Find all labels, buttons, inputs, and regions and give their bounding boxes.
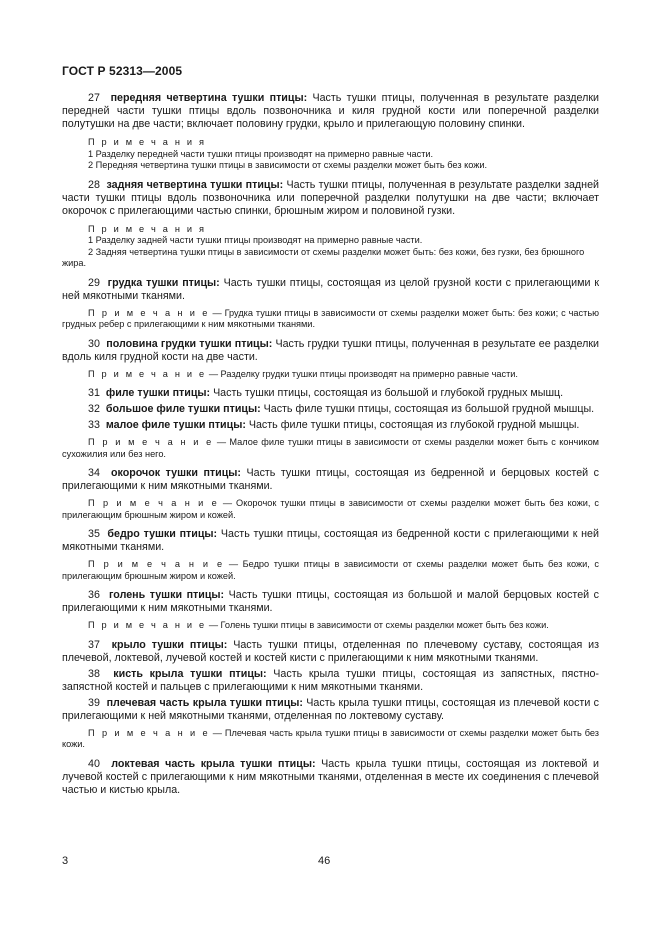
term-name: кисть крыла тушки птицы: — [113, 667, 267, 680]
note-29: П р и м е ч а н и е — Грудка тушки птицы в зависимости от схемы разделки может быть: без кожи; с частью грудных ребер с прилегающими к ним мякотными тканями. — [62, 307, 599, 329]
term-entry-27: 27 передняя четвертина тушки птицы: Часть тушки птицы, полученная в результате разделки передней части тушки птицы вдоль позвоночника и киля грудной кости или поперечной разделки полутушки на две части; включает половину грудки, крыло и прилегающую половину спинки. — [62, 92, 599, 130]
term-name: малое филе тушки птицы: — [105, 419, 246, 431]
term-name: передняя четвертина тушки птицы: — [110, 92, 308, 104]
note-30: П р и м е ч а н и е — Разделку грудки тушки птицы производят на примерно равные части. — [88, 368, 518, 379]
term-name: крыло тушки птицы: — [111, 638, 228, 651]
term-entry-34: 34 окорочок тушки птицы: Часть тушки птицы, состоящая из бедренной и берцовых костей с прилегающими к ним мякотными тканями. — [62, 467, 599, 492]
term-entry-31: 31 филе тушки птицы: Часть тушки птицы, состоящая из большой и глубокой грудных мышц. — [88, 387, 564, 399]
term-name: локтевая часть крыла тушки птицы: — [111, 757, 316, 770]
term-name: окорочок тушки птицы: — [110, 467, 241, 479]
term-name: голень тушки птицы: — [109, 589, 225, 601]
terms-content — [62, 92, 599, 800]
term-name: большое филе тушки птицы: — [105, 403, 261, 415]
note-36: П р и м е ч а н и е — Голень тушки птицы в зависимости от схемы разделки может быть без кожи. — [88, 620, 549, 630]
term-entry-33: 33 малое филе тушки птицы: Часть филе тушки птицы, состоящая из глубокой грудной мышцы. — [88, 419, 580, 431]
term-entry-32: 32 большое филе тушки птицы: Часть филе тушки птицы, состоящая из большой грудной мышцы. — [88, 403, 595, 415]
term-name: бедро тушки птицы: — [107, 528, 218, 540]
page-number-center: 46 — [318, 855, 331, 867]
standard-header: ГОСТ Р 52313—2005 — [62, 64, 183, 78]
term-entry-37: 37 крыло тушки птицы: Часть тушки птицы, отделенная по плечевому суставу, состоящая из плечевой, локтевой, лучевой костей и костей кисти с прилегающими к ним мякотными тканями. — [62, 638, 599, 664]
term-entry-36: 36 голень тушки птицы: Часть тушки птицы, состоящая из большой и малой берцовых костей с прилегающими к ним мякотными тканями. — [62, 589, 599, 614]
term-name: половина грудки тушки птицы: — [106, 337, 273, 350]
term-entry-39: 39 плечевая часть крыла тушки птицы: Часть крыла тушки птицы, состоящая из плечевой кости с прилегающими к ней мякотными тканями, отделенная по локтевому суставу. — [62, 696, 599, 722]
term-entry-35: 35 бедро тушки птицы: Часть тушки птицы, состоящая из бедренной кости с прилегающими к ней мякотными тканями. — [62, 528, 599, 553]
note-35: П р и м е ч а н и е — Бедро тушки птицы в зависимости от схемы разделки может быть без кожи, с прилегающим брюшным жиром и кожей. — [62, 559, 599, 581]
note-34: П р и м е ч а н и е — Окорочок тушки птицы в зависимости от схемы разделки может быть без кожи, с прилегающим брюшным жиром и кожей. — [62, 498, 599, 520]
term-name: задняя четвертина тушки птицы: — [106, 178, 284, 191]
term-entry-40: 40 локтевая часть крыла тушки птицы: Часть крыла тушки птицы, состоящая из локтевой и лучевой костей с прилегающими к ним мякотными тканями, отделенная в месте их соединения с плечевой частью и кистью крыла. — [62, 757, 599, 796]
term-entry-30: 30 половина грудки тушки птицы: Часть грудки тушки птицы, полученная в результате ее разделки вдоль киля грудной кости на две части. — [62, 337, 599, 363]
term-name: филе тушки птицы: — [105, 387, 211, 399]
term-entry-38: 38 кисть крыла тушки птицы: Часть крыла тушки птицы, состоящая из запястных, пястно-запястной костей и пальцев с прилегающими к ним мякотными тканями. — [62, 667, 599, 693]
notes-27: П р и м е ч а н и я 1 Разделку передней части тушки птицы производят на примерно равные части. 2 Передняя четвертина тушки птицы в зависимости от схемы разделки может быть без кожи. — [88, 137, 488, 170]
page-number-left: 3 — [62, 855, 69, 867]
term-entry-28: 28 задняя четвертина тушки птицы: Часть тушки птицы, полученная в результате разделки задней части тушки птицы вдоль позвоночника или поперечной разделки полутушки на две части; включает окорочок с прилегающими частью спинки, брюшным жиром и половиной гузки. — [62, 178, 599, 217]
note-33: П р и м е ч а н и е — Малое филе тушки птицы в зависимости от схемы разделки может быть с кончиком сухожилия или без него. — [62, 437, 599, 459]
note-39: П р и м е ч а н и е — Плечевая часть крыла тушки птицы в зависимости от схемы разделки может быть без кожи. — [62, 727, 599, 749]
notes-28: П р и м е ч а н и я 1 Разделку задней части тушки птицы производят на примерно равные части. 2 Задняя четвертина тушки птицы в зависимости от схемы разделки может быть: без кожи, без гузки, без брюшного жира. — [62, 223, 585, 268]
term-name: плечевая часть крыла тушки птицы: — [106, 696, 303, 709]
term-entry-29: 29 грудка тушки птицы: Часть тушки птицы, состоящая из целой грузной кости с прилегающими к ней мякотными тканями. — [62, 276, 599, 302]
term-name: грудка тушки птицы: — [107, 276, 220, 289]
